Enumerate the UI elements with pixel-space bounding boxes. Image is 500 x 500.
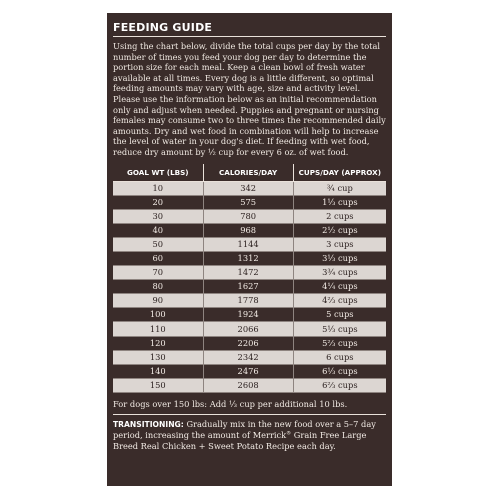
cell-goal-weight: 150 <box>113 378 203 392</box>
cell-calories: 2342 <box>203 350 293 364</box>
cell-calories: 780 <box>203 209 293 223</box>
cell-cups: 5⅔ cups <box>293 336 386 350</box>
feeding-table <box>113 164 386 393</box>
cell-goal-weight: 50 <box>113 237 203 251</box>
cell-calories: 2476 <box>203 364 293 378</box>
cell-cups: 3 cups <box>293 237 386 251</box>
table-row <box>113 322 386 336</box>
cell-goal-weight: 130 <box>113 350 203 364</box>
transition-text-1: Gradually mix in the new food over a 5–7 day period, increasing the amount of Merrick <box>113 418 376 441</box>
cell-calories: 1778 <box>203 294 293 308</box>
cell-cups: 5 cups <box>293 308 386 322</box>
cell-cups: 1⅓ cups <box>293 195 386 209</box>
cell-cups: 6 cups <box>293 350 386 364</box>
table-row <box>113 266 386 280</box>
title-bar <box>113 18 386 37</box>
cell-calories: 2608 <box>203 378 293 392</box>
table-row <box>113 336 386 350</box>
cell-calories: 968 <box>203 223 293 237</box>
cell-calories: 2206 <box>203 336 293 350</box>
cell-cups: 3¾ cups <box>293 266 386 280</box>
cell-cups: 6⅓ cups <box>293 364 386 378</box>
cell-cups: 5⅓ cups <box>293 322 386 336</box>
cell-goal-weight: 40 <box>113 223 203 237</box>
cell-calories: 1144 <box>203 237 293 251</box>
cell-calories: 1924 <box>203 308 293 322</box>
table-row <box>113 195 386 209</box>
cell-cups: 3⅓ cups <box>293 252 386 266</box>
cell-goal-weight: 10 <box>113 181 203 195</box>
registered-mark: ® <box>286 430 292 437</box>
cell-calories: 2066 <box>203 322 293 336</box>
cell-calories: 1472 <box>203 266 293 280</box>
cell-goal-weight: 110 <box>113 322 203 336</box>
cell-calories: 575 <box>203 195 293 209</box>
table-row <box>113 252 386 266</box>
table-row <box>113 364 386 378</box>
cell-calories: 1312 <box>203 252 293 266</box>
table-row <box>113 237 386 251</box>
table-row <box>113 280 386 294</box>
table-row <box>113 378 386 392</box>
feeding-guide-panel <box>107 13 392 486</box>
table-header-row <box>113 164 386 182</box>
large-dog-note: For dogs over 150 lbs: Add ⅓ cup per additional 10 lbs. <box>113 399 386 415</box>
table-row <box>113 294 386 308</box>
cell-goal-weight: 80 <box>113 280 203 294</box>
header-goal-weight: GOAL WT (LBS) <box>113 164 203 182</box>
cell-cups: 2 cups <box>293 209 386 223</box>
cell-goal-weight: 20 <box>113 195 203 209</box>
cell-goal-weight: 30 <box>113 209 203 223</box>
cell-goal-weight: 120 <box>113 336 203 350</box>
table-row <box>113 308 386 322</box>
transition-heading: TRANSITIONING: <box>113 419 184 429</box>
cell-goal-weight: 140 <box>113 364 203 378</box>
intro-paragraph: Using the chart below, divide the total cups per day by the total number of times you feed your dog per day to determine the portion size for each meal. Keep a clean bowl of fresh water available at all times. Every dog is a little different, so optimal feeding amounts may vary with age, size and activity level. Please use the information below as an initial recommendation only and adjust when needed. Puppies and pregnant or nursing females may consume two to three times the recommended daily amounts. Dry and wet food in combination will help to increase the level of water in your dog's diet. If feeding with wet food, reduce dry amount by ½ cup for every 6 oz. of wet food. <box>113 41 386 157</box>
cell-cups: 6⅔ cups <box>293 378 386 392</box>
cell-calories: 342 <box>203 181 293 195</box>
table-row <box>113 350 386 364</box>
cell-calories: 1627 <box>203 280 293 294</box>
header-cups: CUPS/DAY (APPROX) <box>293 164 386 182</box>
table-row <box>113 209 386 223</box>
cell-goal-weight: 70 <box>113 266 203 280</box>
table-row <box>113 181 386 195</box>
cell-cups: 2½ cups <box>293 223 386 237</box>
cell-goal-weight: 60 <box>113 252 203 266</box>
cell-cups: 4⅔ cups <box>293 294 386 308</box>
table-row <box>113 223 386 237</box>
header-calories: CALORIES/DAY <box>203 164 293 182</box>
table-body <box>113 181 386 392</box>
cell-goal-weight: 90 <box>113 294 203 308</box>
cell-cups: 4¼ cups <box>293 280 386 294</box>
cell-goal-weight: 100 <box>113 308 203 322</box>
transition-text-2: Grain Free Large Breed Real Chicken + Sweet Potato Recipe each day. <box>113 430 367 451</box>
cell-cups: ¾ cup <box>293 181 386 195</box>
feeding-guide-title: FEEDING GUIDE <box>113 20 213 34</box>
transition-paragraph <box>113 419 386 452</box>
